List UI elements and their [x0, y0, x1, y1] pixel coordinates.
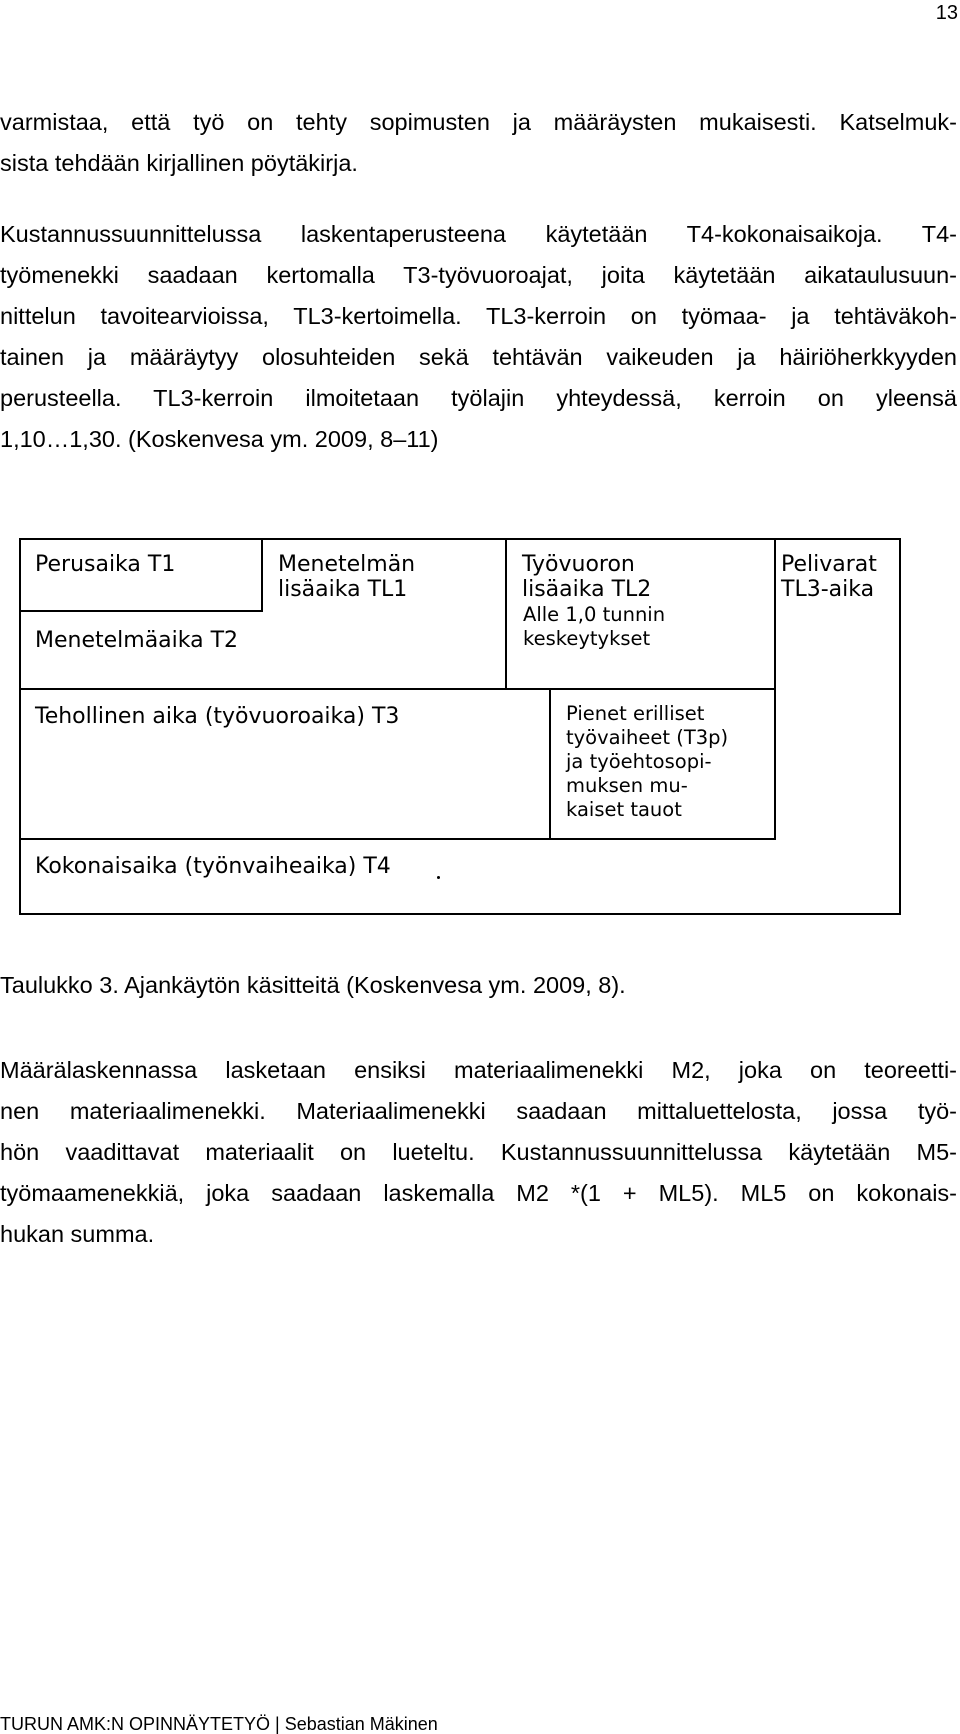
cell-line: muksen mu- — [566, 774, 688, 797]
page-footer: TURUN AMK:N OPINNÄYTETYÖ | Sebastian Mäkinen — [0, 1714, 438, 1734]
cell-kokonaisaika-t4: Kokonaisaika (työnvaiheaika) T4 — [35, 854, 391, 879]
text-line: hön vaadittavat materiaalit on lueteltu. Kustannussuunnittelussa käytetään M5- — [0, 1139, 957, 1165]
text-line: työmaamenekkiä, joka saadaan laskemalla M2 *(1 + ML5). ML5 on kokonais- — [0, 1180, 957, 1206]
cell-menetelmaaika-t2: Menetelmäaika T2 — [35, 628, 239, 653]
divider-t3-t3p — [549, 688, 551, 840]
page-number: 13 — [935, 2, 958, 24]
diagram-border-right — [899, 538, 901, 915]
cell-menetelman-lisaaika-tl1 — [278, 552, 415, 602]
cell-tehollinen-aika-t3: Tehollinen aika (työvuoroaika) T3 — [35, 704, 400, 729]
paragraph-1 — [0, 102, 957, 184]
cell-line: Alle 1,0 tunnin — [523, 603, 666, 626]
text-line: 1,10…1,30. (Koskenvesa ym. 2009, 8–11) — [0, 426, 439, 452]
cell-line: Työvuoron — [522, 552, 635, 577]
cell-tyovuoron-note — [523, 603, 665, 651]
cell-perusaika-t1: Perusaika T1 — [35, 552, 176, 577]
text-line: nen materiaalimenekki. Materiaalimenekki saadaan mittaluettelosta, jossa työ- — [0, 1098, 957, 1124]
divider-tl1-tl2 — [505, 538, 507, 690]
text-line: hukan summa. — [0, 1221, 155, 1247]
divider-t1-t2 — [19, 610, 263, 612]
text-line: Kustannussuunnittelussa laskentaperusteena käytetään T4-kokonaisaikoja. T4- — [0, 221, 957, 247]
diagram-border-bottom — [19, 913, 901, 915]
cell-pienet-erilliset-t3p — [566, 702, 728, 822]
text-line: sista tehdään kirjallinen pöytäkirja. — [0, 150, 358, 176]
text-line: Määrälaskennassa lasketaan ensiksi materiaalimenekki M2, joka on teoreetti- — [0, 1057, 957, 1083]
cell-line: Pienet erilliset — [566, 702, 705, 725]
divider-t2-t3 — [19, 688, 775, 690]
cell-line: työvaiheet (T3p) — [566, 726, 729, 749]
time-concepts-diagram — [19, 538, 901, 915]
cell-line: Pelivarat — [781, 552, 877, 577]
divider-tl3 — [774, 538, 776, 840]
cell-line: kaiset tauot — [566, 798, 682, 821]
table-caption: Taulukko 3. Ajankäytön käsitteitä (Koskenvesa ym. 2009, 8). — [0, 972, 626, 998]
text-line: varmistaa, että työ on tehty sopimusten ja määräysten mukaisesti. Katselmuk- — [0, 109, 957, 135]
diagram-border-top — [19, 538, 901, 540]
diagram-border-left — [19, 538, 21, 915]
cell-line: lisäaika TL1 — [278, 577, 408, 602]
text-line: työmenekki saadaan kertomalla T3-työvuoroajat, joita käytetään aikataulusuun- — [0, 262, 957, 288]
cell-pelivarat-tl3 — [781, 552, 877, 602]
cell-tyovuoron-lisaaika-tl2 — [522, 552, 651, 602]
cell-line: Menetelmän — [278, 552, 416, 577]
cell-line: ja työehtosopi- — [566, 750, 712, 773]
cell-line: lisäaika TL2 — [522, 577, 652, 602]
stray-dot-mark — [437, 876, 440, 879]
cell-line: keskeytykset — [523, 627, 651, 650]
text-line: nittelun tavoitearvioissa, TL3-kertoimella. TL3-kerroin on työmaa- ja tehtäväkoh- — [0, 303, 957, 329]
text-line: perusteella. TL3-kerroin ilmoitetaan työlajin yhteydessä, kerroin on yleensä — [0, 385, 957, 411]
cell-line: TL3-aika — [781, 577, 875, 602]
text-line: tainen ja määräytyy olosuhteiden sekä tehtävän vaikeuden ja häiriöherkkyyden — [0, 344, 957, 370]
paragraph-3 — [0, 1050, 957, 1255]
paragraph-2 — [0, 214, 957, 460]
divider-t1-tl1 — [261, 538, 263, 612]
divider-t3-t4 — [19, 838, 776, 840]
